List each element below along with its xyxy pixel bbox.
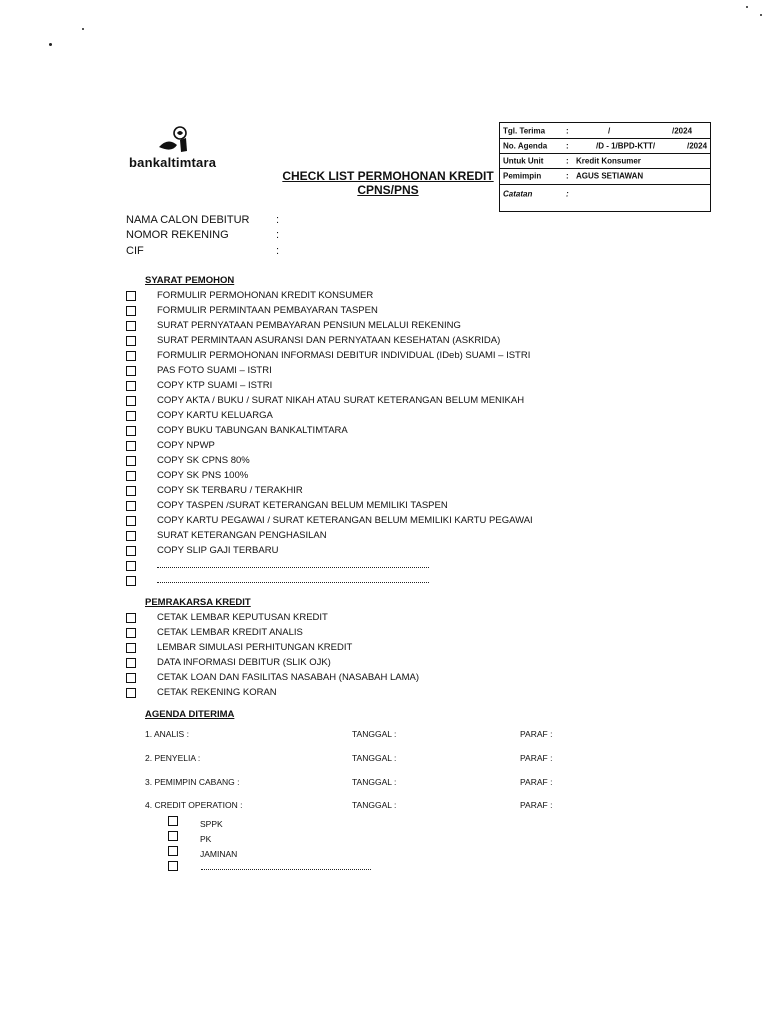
receipt-info-box: [499, 122, 711, 212]
agenda-row-analis: [145, 729, 565, 739]
field-label: NOMOR REKENING: [126, 229, 229, 241]
info-colon: :: [566, 141, 569, 150]
checkbox[interactable]: [126, 501, 136, 511]
checklist-label: COPY AKTA / BUKU / SURAT NIKAH ATAU SURAT KETERANGAN BELUM MENIKAH: [157, 395, 525, 406]
info-row-catatan: [500, 184, 710, 211]
scan-speck: [760, 14, 762, 16]
checklist-label: COPY KARTU PEGAWAI / SURAT KETERANGAN BELUM MEMILIKI KARTU PEGAWAI: [157, 515, 533, 526]
info-colon: :: [566, 156, 569, 165]
paraf-label: PARAF :: [520, 753, 553, 763]
tanggal-label: TANGGAL :: [352, 777, 397, 787]
info-colon: :: [566, 189, 569, 199]
checklist-label: LEMBAR SIMULASI PERHITUNGAN KREDIT: [157, 642, 353, 653]
checkbox[interactable]: [126, 531, 136, 541]
info-value-year: /2024: [687, 141, 708, 150]
info-value: AGUS SETIAWAN: [576, 171, 644, 181]
checklist-label: DATA INFORMASI DEBITUR (SLIK OJK): [157, 657, 331, 668]
scan-speck: [49, 43, 52, 46]
fill-in-line[interactable]: [157, 567, 429, 568]
checkbox[interactable]: [126, 381, 136, 391]
info-label: Catatan: [503, 189, 533, 199]
paraf-label: PARAF :: [520, 800, 553, 810]
checkbox[interactable]: [126, 471, 136, 481]
checklist-label: COPY SLIP GAJI TERBARU: [157, 545, 279, 556]
info-row-no-agenda: [500, 138, 710, 154]
field-cif: [126, 245, 280, 257]
agenda-role: 4. CREDIT OPERATION :: [145, 800, 243, 810]
paraf-label: PARAF :: [520, 729, 553, 739]
checkbox[interactable]: [168, 846, 178, 856]
checkbox[interactable]: [126, 643, 136, 653]
checkbox[interactable]: [126, 628, 136, 638]
info-value: Kredit Konsumer: [576, 156, 641, 165]
scan-speck: [746, 6, 748, 8]
info-label: Tgl. Terima: [503, 126, 546, 135]
checkbox[interactable]: [126, 306, 136, 316]
brand-name: bankaltimtara: [129, 155, 217, 170]
checklist-label: COPY TASPEN /SURAT KETERANGAN BELUM MEMILIKI TASPEN: [157, 500, 448, 511]
section-heading-agenda-diterima: AGENDA DITERIMA: [145, 709, 235, 720]
document-subtitle: CPNS/PNS: [357, 183, 419, 197]
checkbox[interactable]: [126, 366, 136, 376]
checklist-label: FORMULIR PERMINTAAN PEMBAYARAN TASPEN: [157, 305, 378, 316]
checklist-label: SURAT KETERANGAN PENGHASILAN: [157, 530, 327, 541]
checklist-label: JAMINAN: [200, 849, 238, 859]
info-value: /D - 1/BPD-KTT/: [596, 141, 656, 150]
checklist-label: CETAK LOAN DAN FASILITAS NASABAH (NASABAH LAMA): [157, 672, 420, 683]
field-nomor-rekening: [126, 229, 280, 241]
info-row-tgl-terima: [500, 123, 710, 139]
checklist-label: CETAK REKENING KORAN: [157, 687, 277, 698]
checklist-label: COPY BUKU TABUNGAN BANKALTIMTARA: [157, 425, 348, 436]
checklist-label: COPY NPWP: [157, 440, 215, 451]
field-colon: :: [276, 245, 280, 257]
checkbox[interactable]: [126, 441, 136, 451]
checkbox[interactable]: [126, 658, 136, 668]
agenda-row-credit-operation: [145, 800, 565, 810]
checklist-label: COPY SK PNS 100%: [157, 470, 249, 481]
checklist-label: SURAT PERMINTAAN ASURANSI DAN PERNYATAAN KESEHATAN (ASKRIDA): [157, 335, 501, 346]
checklist-label: COPY KARTU KELUARGA: [157, 410, 273, 421]
checkbox[interactable]: [126, 546, 136, 556]
checkbox[interactable]: [168, 816, 178, 826]
checkbox[interactable]: [126, 516, 136, 526]
checklist-label: FORMULIR PERMOHONAN INFORMASI DEBITUR INDIVIDUAL (IDeb) SUAMI – ISTRI: [157, 350, 531, 361]
fill-in-line[interactable]: [201, 869, 371, 870]
checkbox[interactable]: [126, 426, 136, 436]
paraf-label: PARAF :: [520, 777, 553, 787]
checklist-label: FORMULIR PERMOHONAN KREDIT KONSUMER: [157, 290, 374, 301]
checklist-label: PAS FOTO SUAMI – ISTRI: [157, 365, 272, 376]
info-value: /: [608, 126, 611, 135]
info-value-year: /2024: [672, 126, 693, 135]
checkbox[interactable]: [126, 486, 136, 496]
agenda-role: 1. ANALIS :: [145, 729, 189, 739]
fill-in-line[interactable]: [157, 582, 429, 583]
field-nama-calon-debitur: [126, 214, 280, 226]
checklist-label: COPY SK TERBARU / TERAKHIR: [157, 485, 303, 496]
checklist-label: COPY KTP SUAMI – ISTRI: [157, 380, 273, 391]
field-label: NAMA CALON DEBITUR: [126, 214, 250, 226]
checkbox[interactable]: [126, 351, 136, 361]
checkbox[interactable]: [126, 673, 136, 683]
checklist-label: CETAK LEMBAR KEPUTUSAN KREDIT: [157, 612, 328, 623]
checkbox[interactable]: [168, 831, 178, 841]
section-heading-syarat-pemohon: SYARAT PEMOHON: [145, 275, 235, 286]
tanggal-label: TANGGAL :: [352, 753, 397, 763]
checkbox[interactable]: [126, 411, 136, 421]
checkbox[interactable]: [126, 336, 136, 346]
info-label: Pemimpin: [503, 171, 542, 181]
checklist-label: SURAT PERNYATAAN PEMBAYARAN PENSIUN MELALUI REKENING: [157, 320, 461, 331]
info-label: Untuk Unit: [503, 156, 544, 165]
checklist-label: SPPK: [200, 819, 223, 829]
info-row-untuk-unit: [500, 153, 710, 169]
info-colon: :: [566, 171, 569, 181]
checkbox[interactable]: [126, 576, 136, 586]
checkbox[interactable]: [126, 561, 136, 571]
checkbox[interactable]: [126, 613, 136, 623]
info-row-pemimpin: [500, 168, 710, 185]
tanggal-label: TANGGAL :: [352, 729, 397, 739]
checkbox[interactable]: [126, 396, 136, 406]
tanggal-label: TANGGAL :: [352, 800, 397, 810]
agenda-role: 2. PENYELIA :: [145, 753, 201, 763]
section-heading-pemrakarsa-kredit: PEMRAKARSA KREDIT: [145, 597, 251, 608]
checklist-label: CETAK LEMBAR KREDIT ANALIS: [157, 627, 303, 638]
info-colon: :: [566, 126, 569, 135]
field-label: CIF: [126, 245, 144, 257]
agenda-row-penyelia: [145, 753, 565, 763]
checkbox[interactable]: [126, 291, 136, 301]
agenda-role: 3. PEMIMPIN CABANG :: [145, 777, 240, 787]
checkbox[interactable]: [126, 321, 136, 331]
checklist-label: COPY SK CPNS 80%: [157, 455, 250, 466]
field-colon: :: [276, 214, 280, 226]
document-title: CHECK LIST PERMOHONAN KREDIT: [282, 169, 494, 183]
info-label: No. Agenda: [503, 141, 548, 150]
checklist-label: PK: [200, 834, 212, 844]
checkbox[interactable]: [126, 688, 136, 698]
checkbox[interactable]: [126, 456, 136, 466]
checkbox[interactable]: [168, 861, 178, 871]
field-colon: :: [276, 229, 280, 241]
agenda-row-pemimpin-cabang: [145, 777, 565, 787]
scan-speck: [82, 28, 84, 30]
